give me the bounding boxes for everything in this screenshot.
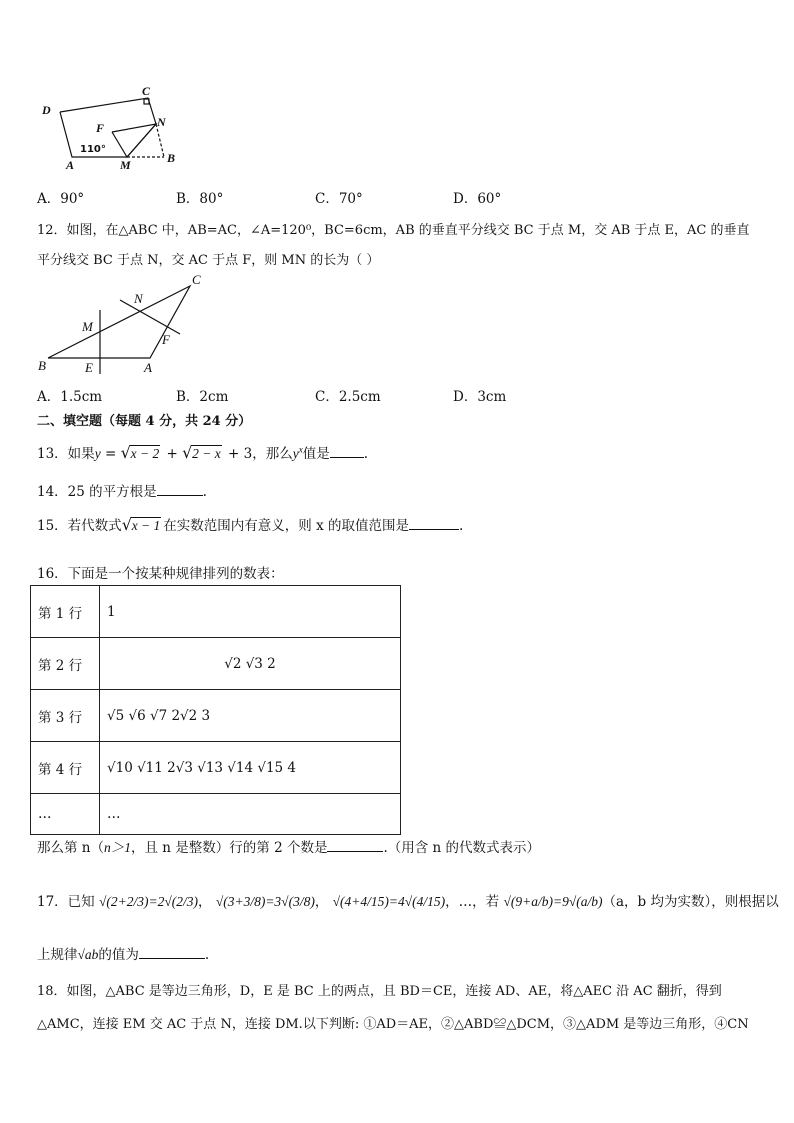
row-label: 第 2 行 bbox=[31, 638, 100, 690]
label-c: C bbox=[192, 272, 201, 287]
q13 bbox=[37, 442, 368, 462]
q12-option-a: A．1.5cm bbox=[37, 389, 103, 405]
q17-expr-4: √(9+a/b)=9√(a/b) bbox=[503, 894, 603, 909]
q14-end: . bbox=[202, 484, 207, 500]
q15-suffix: 在实数范围内有意义，则 x 的取值范围是 bbox=[163, 518, 409, 534]
q15-radicand: x − 1 bbox=[131, 518, 161, 533]
label-m: M bbox=[82, 319, 93, 334]
label-e: E bbox=[85, 360, 93, 375]
q16-answer-blank[interactable] bbox=[327, 839, 383, 852]
label-m: M bbox=[120, 158, 131, 172]
q12-option-d: D．3cm bbox=[453, 389, 507, 405]
q15-answer-blank[interactable] bbox=[409, 517, 459, 530]
q15 bbox=[37, 514, 463, 534]
row-content: √10 √11 2√3 √13 √14 √15 4 bbox=[100, 742, 401, 794]
q13-yx-exp: x bbox=[298, 444, 303, 455]
table-row bbox=[31, 794, 401, 835]
section-heading: 二、填空题（每题 4 分，共 24 分） bbox=[37, 414, 252, 429]
q13-prefix: 13．如果 bbox=[37, 446, 95, 462]
q17-prefix: 17．已知 bbox=[37, 894, 95, 910]
q12-line2: 平分线交 BC 于点 N，交 AC 于点 F，则 MN 的长为（ ） bbox=[37, 253, 380, 268]
q16-intro: 16．下面是一个按某种规律排列的数表： bbox=[37, 566, 284, 582]
row-content: 1 bbox=[100, 586, 401, 638]
q13-plus: + bbox=[162, 446, 183, 462]
q17-expr-3: √(4+4/15)=4√(4/15) bbox=[332, 894, 446, 909]
label-d: D bbox=[42, 103, 51, 117]
q13-yx-base: y bbox=[292, 446, 299, 461]
q13-tail: + 3，那么 bbox=[223, 446, 293, 462]
quad-outline bbox=[60, 98, 156, 157]
angle-label: 110° bbox=[80, 144, 106, 155]
q11-option-a: A．90° bbox=[37, 191, 85, 207]
q11-options bbox=[37, 187, 737, 205]
q15-end: . bbox=[459, 518, 464, 534]
q13-answer-blank[interactable] bbox=[330, 445, 364, 458]
q14-text: 14．25 的平方根是 bbox=[37, 484, 157, 500]
q17-expr-1: √(2+2/3)=2√(2/3) bbox=[98, 894, 199, 909]
q15-prefix: 15．若代数式 bbox=[37, 518, 122, 534]
q17-line2-suffix: 的值为 bbox=[98, 947, 139, 963]
q12-option-c: C．2.5cm bbox=[315, 389, 381, 405]
table-row bbox=[31, 638, 401, 690]
q15-radical: √ x − 1 bbox=[121, 515, 161, 534]
q16-tail: .（用含 n 的代数式表示） bbox=[383, 840, 541, 856]
q13-radical-1: √ x − 2 bbox=[120, 443, 160, 462]
q13-suffix: 值是 bbox=[302, 446, 330, 462]
row-label: 第 3 行 bbox=[31, 690, 100, 742]
q13-radical-2: √ 2 − x bbox=[182, 443, 221, 462]
q16-cond: n＞1 bbox=[104, 840, 131, 855]
q13-radicand-1: x − 2 bbox=[130, 446, 160, 461]
label-b: B bbox=[38, 358, 46, 373]
label-f: F bbox=[96, 121, 105, 135]
triangle-figure-q12 bbox=[34, 270, 214, 378]
triangle-fmn bbox=[112, 124, 156, 157]
q17-line2-prefix: 上规律 bbox=[37, 947, 78, 963]
row-label: 第 4 行 bbox=[31, 742, 100, 794]
table-row bbox=[31, 742, 401, 794]
q17-line1: 17．已知 √(2+2/3)=2√(2/3)， √(3+3/8)=3√(3/8)， √(4+4/15)=4√(4/15)，…，若 √(9+a/b)=9√(a/b)（a，b 均为实数），则根据以 bbox=[37, 894, 779, 910]
label-a: A bbox=[144, 360, 152, 375]
row-label: … bbox=[31, 794, 100, 835]
q12-line1: 12．如图，在△ABC 中，AB=AC，∠A=120⁰，BC=6cm，AB 的垂直平分线交 BC 于点 M，交 AB 于点 E，AC 的垂直 bbox=[37, 223, 750, 238]
q17-answer-blank[interactable] bbox=[139, 946, 205, 959]
table-row bbox=[31, 690, 401, 742]
row-label: 第 1 行 bbox=[31, 586, 100, 638]
q16-prefix: 那么第 n（ bbox=[37, 840, 104, 856]
q17-sqrt-ab: √ab bbox=[77, 947, 99, 962]
q18-line2: △AMC，连接 EM 交 AC 于点 N，连接 DM.以下判断: ①AD＝AE，②△ABD≌△DCM，③△ADM 是等边三角形，④CN bbox=[37, 1017, 749, 1032]
row-content: √5 √6 √7 2√2 3 bbox=[100, 690, 401, 742]
q16-mid: ，且 n 是整数）行的第 2 个数是 bbox=[131, 840, 328, 856]
number-table bbox=[30, 585, 401, 835]
q13-end: . bbox=[363, 446, 368, 462]
table-row bbox=[31, 586, 401, 638]
row-content: … bbox=[100, 794, 401, 835]
q18-line1: 18．如图，△ABC 是等边三角形，D，E 是 BC 上的两点，且 BD＝CE，连接 AD、AE，将△AEC 沿 AC 翻折，得到 bbox=[37, 984, 722, 999]
q14-answer-blank[interactable] bbox=[157, 483, 203, 496]
q13-radicand-2: 2 − x bbox=[192, 446, 221, 461]
q17-expr-2: √(3+3/8)=3√(3/8) bbox=[215, 894, 315, 909]
label-b: B bbox=[167, 151, 176, 165]
q17-cond: （a，b 均为实数），则根据以 bbox=[602, 894, 779, 910]
q17-end: . bbox=[204, 947, 210, 963]
label-n: N bbox=[134, 291, 143, 306]
q11-option-d: D．60° bbox=[453, 191, 502, 207]
quadrilateral-figure-q11 bbox=[36, 84, 186, 172]
label-c: C bbox=[142, 84, 151, 98]
row-content: √2 √3 2 bbox=[100, 638, 401, 690]
q12-option-b: B．2cm bbox=[176, 389, 229, 405]
q16-question bbox=[37, 836, 540, 856]
q13-eq: = bbox=[100, 446, 121, 462]
q13-y: y bbox=[94, 446, 101, 461]
triangle-abc bbox=[48, 286, 190, 358]
q17-line2 bbox=[37, 943, 209, 963]
q12-options bbox=[37, 385, 737, 403]
label-a: A bbox=[66, 158, 75, 172]
q11-option-c: C．70° bbox=[315, 191, 363, 207]
q11-option-b: B．80° bbox=[176, 191, 224, 207]
q14 bbox=[37, 480, 207, 500]
label-n: N bbox=[157, 115, 166, 129]
label-f: F bbox=[162, 332, 170, 347]
q17-dots: ，…，若 bbox=[445, 894, 500, 910]
